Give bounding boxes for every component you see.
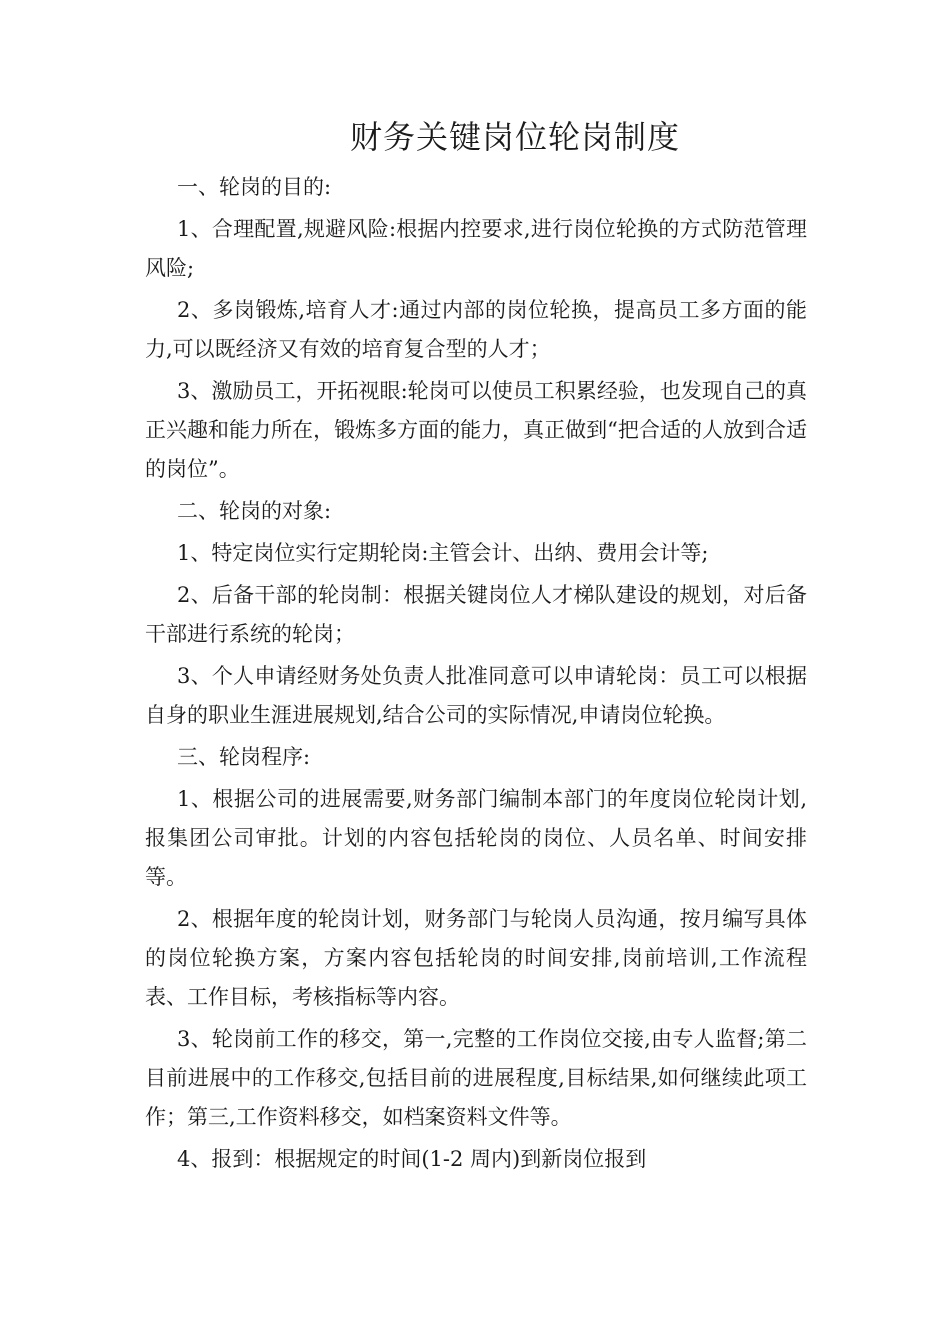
paragraph-targets-2: 2、后备干部的轮岗制：根据关键岗位人才梯队建设的规划，对后备干部进行系统的轮岗； <box>145 583 807 646</box>
paragraph-purpose-1: 1、合理配置,规避风险:根据内控要求,进行岗位轮换的方式防范管理风险; <box>145 217 807 280</box>
paragraph-purpose-3: 3、激励员工，开拓视眼:轮岗可以使员工积累经验，也发现自己的真正兴趣和能力所在，锻炼多方面的能力，真正做到“把合适的人放到合适的岗位”。 <box>145 379 807 481</box>
paragraph-procedure-4: 4、报到：根据规定的时间(1-2 周内)到新岗位报到 <box>177 1147 647 1171</box>
paragraph-procedure-2: 2、根据年度的轮岗计划，财务部门与轮岗人员沟通，按月编写具体的岗位轮换方案，方案内容包括轮岗的时间安排,岗前培训,工作流程表、工作目标，考核指标等内容。 <box>145 907 807 1009</box>
paragraph-procedure-3: 3、轮岗前工作的移交，第一,完整的工作岗位交接,由专人监督;第二目前进展中的工作移交,包括目前的进展程度,目标结果,如何继续此项工作；第三,工作资料移交，如档案资料文件等。 <box>145 1027 807 1129</box>
section-heading-targets: 二、轮岗的对象: <box>177 499 332 523</box>
paragraph-purpose-2: 2、多岗锻炼,培育人才:通过内部的岗位轮换，提高员工多方面的能力,可以既经济又有效的培育复合型的人才； <box>145 298 807 361</box>
paragraph-targets-1: 1、特定岗位实行定期轮岗:主管会计、出纳、费用会计等; <box>177 541 709 565</box>
document-title: 财务关键岗位轮岗制度 <box>349 118 680 156</box>
paragraph-procedure-1: 1、根据公司的进展需要,财务部门编制本部门的年度岗位轮岗计划,报集团公司审批。计划的内容包括轮岗的岗位、人员名单、时间安排等。 <box>145 787 807 889</box>
section-heading-purpose: 一、轮岗的目的: <box>177 175 332 199</box>
paragraph-targets-3: 3、个人申请经财务处负责人批准同意可以申请轮岗：员工可以根据自身的职业生涯进展规划,结合公司的实际情况,申请岗位轮换。 <box>145 664 807 727</box>
document-body <box>145 168 807 1179</box>
section-heading-procedure: 三、轮岗程序: <box>177 745 311 769</box>
